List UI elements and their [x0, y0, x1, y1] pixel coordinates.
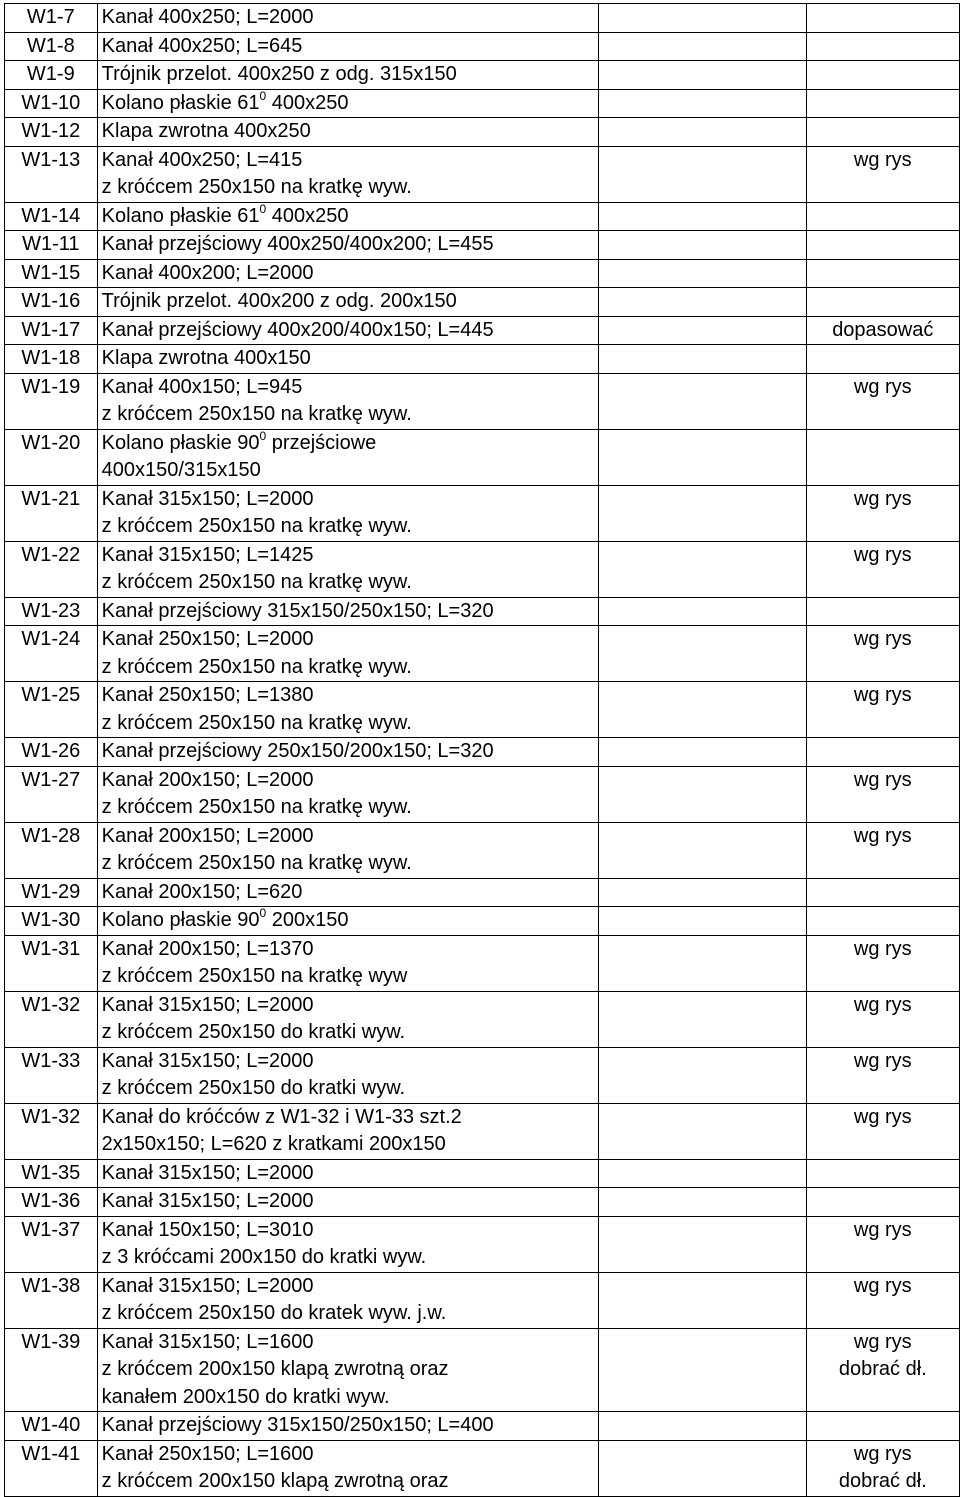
empty-cell [599, 1272, 806, 1328]
item-code: W1-30 [5, 907, 98, 936]
item-description [97, 373, 599, 429]
table-row [5, 878, 960, 907]
note-line: wg rys [853, 148, 912, 171]
item-note [806, 231, 959, 260]
angle-degree-superscript: 0 [259, 202, 267, 216]
description-line: Kanał 315x150; L=2000 [101, 487, 314, 510]
item-note [806, 626, 959, 682]
empty-cell [599, 1103, 806, 1159]
description-text: Kolano płaskie 90 [101, 909, 260, 931]
note-line: dobrać dł. [838, 1470, 927, 1492]
table-row [5, 1440, 960, 1496]
item-code: W1-7 [5, 4, 98, 33]
item-note [806, 1159, 959, 1188]
item-description [97, 878, 599, 907]
item-note [806, 1103, 959, 1159]
description-line: Kanał przejściowy 250x150/200x150; L=320 [101, 740, 494, 762]
description-line: Kanał 250x150; L=1600 [101, 1442, 314, 1465]
table-row [5, 1159, 960, 1188]
table-row [5, 202, 960, 231]
item-description [97, 61, 599, 90]
item-code: W1-39 [5, 1328, 98, 1412]
note-line: wg rys [853, 993, 912, 1016]
table-row [5, 429, 960, 485]
item-note [806, 1328, 959, 1412]
table-row [5, 288, 960, 317]
empty-cell [599, 935, 806, 991]
description-line: Trójnik przelot. 400x200 z odg. 200x150 [101, 290, 457, 312]
angle-degree-superscript: 0 [259, 906, 267, 920]
description-line: Trójnik przelot. 400x250 z odg. 315x150 [101, 63, 457, 85]
item-note [806, 935, 959, 991]
table-row [5, 907, 960, 936]
table-row [5, 316, 960, 345]
table-row [5, 32, 960, 61]
empty-cell [599, 626, 806, 682]
item-description [97, 626, 599, 682]
item-note [806, 259, 959, 288]
description-line: z króćcem 250x150 na kratkę wyw. [101, 515, 412, 537]
description-line [102, 430, 595, 458]
angle-degree-superscript: 0 [259, 429, 267, 443]
note-line: wg rys [853, 543, 912, 566]
note-line: wg rys [853, 768, 912, 791]
description-line: Kanał przejściowy 315x150/250x150; L=400 [101, 1414, 494, 1436]
item-note [806, 541, 959, 597]
item-code: W1-26 [5, 738, 98, 767]
table-row [5, 1103, 960, 1159]
description-line: Klapa zwrotna 400x150 [101, 347, 311, 369]
item-description [97, 1440, 599, 1496]
spec-table-body [5, 4, 960, 1497]
note-line: wg rys [853, 375, 912, 398]
description-line: Kanał do króćców z W1-32 i W1-33 szt.2 [101, 1105, 462, 1128]
item-code: W1-27 [5, 766, 98, 822]
table-row [5, 1272, 960, 1328]
item-description [97, 288, 599, 317]
angle-degree-superscript: 0 [259, 89, 267, 103]
description-text: 200x150 [266, 909, 349, 931]
description-text: Kolano płaskie 61 [101, 204, 260, 227]
item-description [97, 429, 599, 485]
table-row [5, 259, 960, 288]
description-text: Kolano płaskie 61 [101, 91, 260, 114]
item-description [97, 1103, 599, 1159]
description-line: Kanał 200x150; L=2000 [101, 768, 314, 791]
empty-cell [599, 1216, 806, 1272]
item-note [806, 1412, 959, 1441]
description-line: Kanał 400x250; L=645 [101, 34, 303, 57]
item-description [97, 935, 599, 991]
item-description [97, 1159, 599, 1188]
item-note [806, 1047, 959, 1103]
item-note [806, 429, 959, 485]
note-line: wg rys [853, 1274, 912, 1297]
item-code: W1-38 [5, 1272, 98, 1328]
item-code: W1-23 [5, 597, 98, 626]
item-note [806, 89, 959, 118]
description-line: z króćcem 250x150 na kratkę wyw. [101, 403, 412, 425]
item-code: W1-18 [5, 345, 98, 374]
item-code: W1-33 [5, 1047, 98, 1103]
item-note [806, 485, 959, 541]
item-code: W1-28 [5, 822, 98, 878]
description-line: Kanał 315x150; L=2000 [101, 1190, 314, 1212]
table-row [5, 485, 960, 541]
item-description [97, 682, 599, 738]
item-note [806, 991, 959, 1047]
empty-cell [599, 1159, 806, 1188]
item-description [97, 259, 599, 288]
note-line: dobrać dł. [838, 1358, 927, 1380]
item-note [806, 61, 959, 90]
item-description [97, 1188, 599, 1217]
item-description [97, 202, 599, 231]
empty-cell [599, 202, 806, 231]
empty-cell [599, 32, 806, 61]
description-line: Kanał 250x150; L=2000 [101, 628, 314, 650]
item-code: W1-16 [5, 288, 98, 317]
description-line: z króćcem 250x150 do kratki wyw. [101, 1021, 406, 1043]
item-description [97, 345, 599, 374]
item-description [97, 316, 599, 345]
item-description [97, 907, 599, 936]
item-note [806, 1216, 959, 1272]
table-row [5, 146, 960, 202]
empty-cell [599, 1412, 806, 1441]
item-description [97, 1216, 599, 1272]
item-description [97, 822, 599, 878]
empty-cell [599, 878, 806, 907]
item-description [97, 597, 599, 626]
description-line: z króćcem 250x150 na kratkę wyw. [101, 655, 412, 678]
table-row [5, 118, 960, 147]
empty-cell [599, 738, 806, 767]
description-line: Kanał 200x150; L=620 [101, 880, 303, 903]
empty-cell [599, 822, 806, 878]
empty-cell [599, 231, 806, 260]
item-description [97, 738, 599, 767]
empty-cell [599, 1440, 806, 1496]
item-note [806, 738, 959, 767]
item-note [806, 1188, 959, 1217]
description-line: Kanał 315x150; L=2000 [101, 1161, 314, 1184]
item-note [806, 316, 959, 345]
table-row [5, 541, 960, 597]
note-line: wg rys [853, 1105, 912, 1128]
description-line: z króćcem 250x150 na kratkę wyw. [101, 796, 412, 818]
description-line: Klapa zwrotna 400x250 [101, 120, 311, 142]
table-row [5, 626, 960, 682]
item-code: W1-29 [5, 878, 98, 907]
item-note [806, 202, 959, 231]
item-description [97, 541, 599, 597]
item-code: W1-40 [5, 1412, 98, 1441]
description-line: z króćcem 200x150 klapą zwrotną oraz [101, 1470, 449, 1492]
item-note [806, 4, 959, 33]
item-code: W1-13 [5, 146, 98, 202]
description-line [102, 907, 595, 935]
description-line: Kanał 315x150; L=1425 [101, 543, 314, 566]
item-description [97, 146, 599, 202]
description-line: Kanał 315x150; L=2000 [101, 993, 314, 1016]
description-line [102, 203, 595, 231]
item-note [806, 766, 959, 822]
note-line: wg rys [853, 1218, 912, 1241]
description-line: z 3 króćcami 200x150 do kratki wyw. [101, 1246, 427, 1268]
table-row [5, 61, 960, 90]
item-code: W1-36 [5, 1188, 98, 1217]
description-line: Kanał 315x150; L=2000 [101, 1049, 314, 1072]
item-description [97, 32, 599, 61]
empty-cell [599, 316, 806, 345]
item-note [806, 373, 959, 429]
description-line: z króćcem 200x150 klapą zwrotną oraz [101, 1358, 449, 1380]
table-row [5, 822, 960, 878]
empty-cell [599, 597, 806, 626]
table-row [5, 991, 960, 1047]
description-line: z króćcem 250x150 na kratkę wyw. [101, 711, 412, 734]
description-line: Kanał 315x150; L=2000 [101, 1274, 314, 1297]
description-line: z króćcem 250x150 na kratkę wyw. [101, 176, 412, 198]
description-text: 400x250 [266, 204, 349, 227]
description-line: z króćcem 250x150 na kratkę wyw [101, 965, 408, 987]
note-line: wg rys [853, 937, 912, 960]
item-code: W1-19 [5, 373, 98, 429]
table-row [5, 1188, 960, 1217]
item-note [806, 32, 959, 61]
item-code: W1-22 [5, 541, 98, 597]
item-code: W1-21 [5, 485, 98, 541]
empty-cell [599, 4, 806, 33]
note-line: wg rys [853, 628, 912, 650]
empty-cell [599, 991, 806, 1047]
item-code: W1-32 [5, 991, 98, 1047]
empty-cell [599, 345, 806, 374]
empty-cell [599, 288, 806, 317]
item-note [806, 597, 959, 626]
description-line: 400x150/315x150 [101, 459, 261, 481]
table-row [5, 373, 960, 429]
item-description [97, 485, 599, 541]
item-note [806, 146, 959, 202]
description-line: Kanał przejściowy 400x250/400x200; L=455 [101, 233, 494, 255]
item-code: W1-31 [5, 935, 98, 991]
empty-cell [599, 907, 806, 936]
table-row [5, 1412, 960, 1441]
item-note [806, 1272, 959, 1328]
description-line: Kanał 315x150; L=1600 [101, 1330, 314, 1353]
table-row [5, 89, 960, 118]
description-line: kanałem 200x150 do kratki wyw. [101, 1385, 390, 1408]
item-description [97, 766, 599, 822]
item-code: W1-37 [5, 1216, 98, 1272]
item-code: W1-9 [5, 61, 98, 90]
description-line [102, 90, 595, 118]
table-row [5, 345, 960, 374]
description-line: z króćcem 250x150 na kratkę wyw. [101, 852, 412, 874]
item-note [806, 822, 959, 878]
note-line: wg rys [853, 824, 912, 847]
table-row [5, 4, 960, 33]
table-row [5, 1047, 960, 1103]
table-row [5, 682, 960, 738]
item-description [97, 118, 599, 147]
item-code: W1-20 [5, 429, 98, 485]
description-line: Kanał 400x250; L=2000 [101, 6, 314, 28]
item-description [97, 89, 599, 118]
item-note [806, 345, 959, 374]
note-line: wg rys [853, 1049, 912, 1072]
description-line: Kanał 400x150; L=945 [101, 375, 303, 398]
description-line: z króćcem 250x150 do kratki wyw. [101, 1077, 406, 1099]
table-row [5, 935, 960, 991]
description-line: Kanał 200x150; L=1370 [101, 937, 314, 960]
table-row [5, 1216, 960, 1272]
table-row [5, 766, 960, 822]
item-description [97, 231, 599, 260]
spec-table [4, 3, 960, 1497]
description-line: Kanał 400x200; L=2000 [101, 261, 314, 284]
description-line: Kanał przejściowy 315x150/250x150; L=320 [101, 599, 494, 622]
table-row [5, 738, 960, 767]
item-note [806, 288, 959, 317]
table-row [5, 597, 960, 626]
item-description [97, 1412, 599, 1441]
item-note [806, 1440, 959, 1496]
empty-cell [599, 259, 806, 288]
empty-cell [599, 541, 806, 597]
item-code: W1-25 [5, 682, 98, 738]
item-note [806, 118, 959, 147]
item-description [97, 991, 599, 1047]
description-line: z króćcem 250x150 do kratek wyw. j.w. [101, 1302, 447, 1324]
empty-cell [599, 146, 806, 202]
item-code: W1-11 [5, 231, 98, 260]
description-line: Kanał 400x250; L=415 [101, 148, 303, 171]
description-text: przejściowe [266, 431, 377, 454]
item-description [97, 1047, 599, 1103]
description-line: 2x150x150; L=620 z kratkami 200x150 [101, 1133, 446, 1155]
item-code: W1-17 [5, 316, 98, 345]
item-description [97, 1272, 599, 1328]
note-line: wg rys [853, 1442, 912, 1465]
empty-cell [599, 61, 806, 90]
item-note [806, 682, 959, 738]
table-row [5, 1328, 960, 1412]
table-row [5, 231, 960, 260]
item-code: W1-14 [5, 202, 98, 231]
note-line: dopasować [832, 318, 934, 341]
description-line: Kanał 150x150; L=3010 [101, 1218, 314, 1241]
item-note [806, 907, 959, 936]
note-line: wg rys [853, 487, 912, 510]
empty-cell [599, 118, 806, 147]
empty-cell [599, 1188, 806, 1217]
note-line: wg rys [853, 684, 912, 706]
empty-cell [599, 1047, 806, 1103]
item-note [806, 878, 959, 907]
item-code: W1-35 [5, 1159, 98, 1188]
empty-cell [599, 485, 806, 541]
empty-cell [599, 682, 806, 738]
item-code: W1-24 [5, 626, 98, 682]
description-line: z króćcem 250x150 na kratkę wyw. [101, 571, 412, 593]
description-line: Kanał 200x150; L=2000 [101, 824, 314, 847]
item-code: W1-12 [5, 118, 98, 147]
note-line: wg rys [853, 1330, 912, 1353]
empty-cell [599, 429, 806, 485]
empty-cell [599, 1328, 806, 1412]
item-code: W1-15 [5, 259, 98, 288]
item-code: W1-10 [5, 89, 98, 118]
item-description [97, 1328, 599, 1412]
description-line: Kanał 250x150; L=1380 [101, 684, 314, 706]
description-text: Kolano płaskie 90 [101, 431, 260, 454]
item-code: W1-32 [5, 1103, 98, 1159]
item-code: W1-41 [5, 1440, 98, 1496]
empty-cell [599, 89, 806, 118]
empty-cell [599, 766, 806, 822]
empty-cell [599, 373, 806, 429]
item-code: W1-8 [5, 32, 98, 61]
item-description [97, 4, 599, 33]
description-line: Kanał przejściowy 400x200/400x150; L=445 [101, 318, 494, 341]
description-text: 400x250 [266, 91, 349, 114]
